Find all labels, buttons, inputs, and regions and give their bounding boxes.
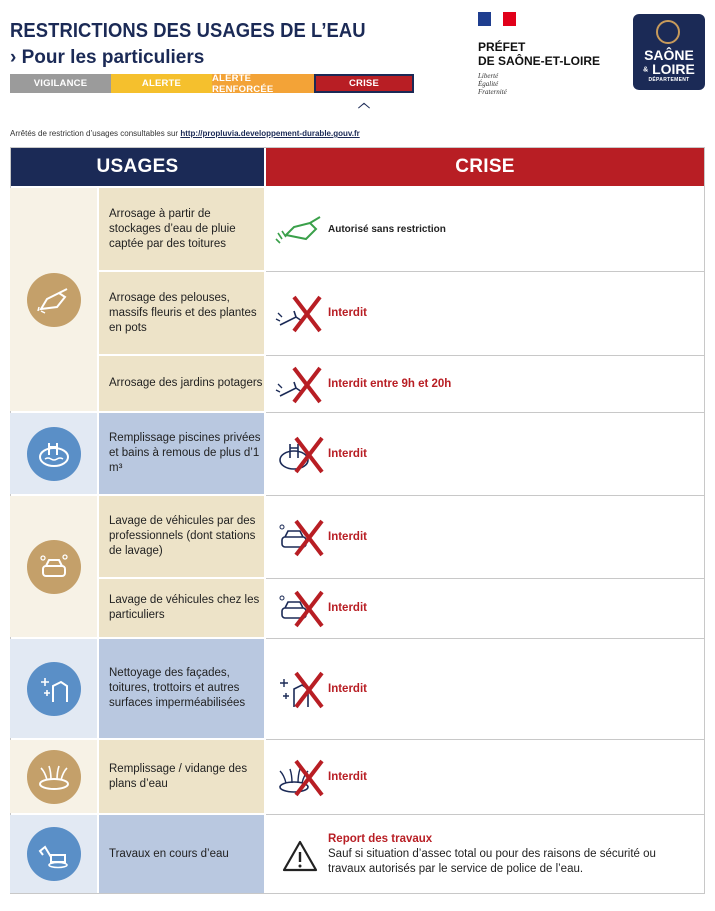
prefet-line2: DE SAÔNE-ET-LOIRE: [478, 54, 601, 68]
group-nettoyage: [10, 639, 97, 738]
source-text: Arrêtés de restriction d’usages consultables sur: [10, 129, 181, 138]
level-vigilance: VIGILANCE: [10, 74, 111, 93]
status-text: Interdit: [328, 602, 367, 614]
warning-icon: [272, 834, 328, 874]
status-cell: [266, 579, 704, 637]
row-separator: [99, 271, 264, 272]
usage-cell: Lavage de véhicules par des professionnels (dont stations de lavage): [99, 496, 264, 577]
status-text: Interdit entre 9h et 20h: [328, 377, 452, 390]
excavator-icon: [27, 827, 81, 881]
page-subtitle: › Pour les particuliers: [10, 47, 205, 68]
level-crise: CRISE: [314, 74, 414, 93]
dept-line3: DÉPARTEMENT: [648, 77, 690, 83]
sprinkler-forbidden-icon: [272, 293, 328, 333]
prefet-line1: PRÉFET: [478, 40, 526, 54]
status-text: Interdit: [328, 447, 367, 460]
car-wash-forbidden-icon: [272, 588, 328, 628]
level-alerte: ALERTE: [111, 74, 212, 93]
group-piscine: [10, 413, 97, 494]
departement-emblem-icon: [656, 20, 680, 44]
status-text: Interdit: [328, 682, 367, 695]
sprinkler-forbidden-icon: [272, 364, 328, 404]
status-cell: [266, 639, 704, 738]
departement-logo: [633, 14, 705, 90]
usage-cell: Remplissage / vidange des plans d’eau: [99, 740, 264, 813]
usage-cell: Arrosage des pelouses, massifs fleuris et des plantes en pots: [99, 272, 264, 354]
status-text: Interdit: [328, 770, 367, 783]
french-flag-icon: [478, 12, 516, 26]
row-separator: [99, 578, 264, 579]
prefet-logo: [478, 10, 623, 96]
row-separator: [266, 495, 704, 496]
group-lavage-vehicules: [10, 496, 97, 637]
group-travaux: [10, 815, 97, 893]
status-cell: [266, 740, 704, 813]
status-cell: [266, 815, 704, 893]
dept-line1: SAÔNE: [644, 47, 694, 63]
pond-forbidden-icon: [272, 757, 328, 797]
watering-can-icon: [27, 273, 81, 327]
status-detail: Sauf si situation d’assec total ou pour des raisons de sécurité ou travaux autorisés par le service de police de l’eau.: [328, 847, 656, 875]
current-level-caret-icon: ︿: [358, 96, 371, 110]
usage-cell: Travaux en cours d’eau: [99, 815, 264, 893]
group-plans-eau: [10, 740, 97, 813]
propluvia-link[interactable]: http://propluvia.developpement-durable.gouv.fr: [180, 129, 360, 138]
facade-cleaning-forbidden-icon: [272, 669, 328, 709]
motto-liberte: Liberté: [478, 72, 499, 80]
status-cell: [266, 272, 704, 354]
status-cell: [266, 413, 704, 494]
status-cell: [266, 188, 704, 270]
row-separator: [266, 412, 704, 413]
usage-cell: Arrosage des jardins potagers: [99, 356, 264, 411]
status-text: Autorisé sans restriction: [328, 223, 446, 235]
usage-cell: Remplissage piscines privées et bains à remous de plus d’1 m³: [99, 413, 264, 494]
usage-cell: Lavage de véhicules chez les particuliers: [99, 579, 264, 637]
usage-cell: Nettoyage des façades, toitures, trottoirs et autres surfaces imperméabilisées: [99, 639, 264, 738]
pool-icon: [27, 427, 81, 481]
group-arrosage: [10, 188, 97, 411]
dept-amp: &: [643, 66, 649, 74]
column-header-crise: CRISE: [266, 148, 704, 186]
status-cell: [266, 496, 704, 577]
row-separator: [266, 814, 704, 815]
alert-level-bar: [10, 74, 414, 93]
row-separator: [266, 578, 704, 579]
dept-line2: LOIRE: [652, 61, 695, 77]
status-title: Report des travaux: [328, 832, 433, 845]
status-text: [328, 832, 688, 877]
watering-can-icon: [272, 209, 328, 249]
motto-egalite: Égalité: [478, 80, 499, 88]
row-separator: [266, 739, 704, 740]
facade-cleaning-icon: [27, 662, 81, 716]
car-wash-icon: [27, 540, 81, 594]
status-cell: [266, 356, 704, 411]
motto-fraternite: Fraternité: [478, 88, 507, 96]
usage-cell: Arrosage à partir de stockages d’eau de pluie captée par des toitures: [99, 188, 264, 270]
status-text: Interdit: [328, 307, 367, 319]
row-separator: [266, 355, 704, 356]
row-separator: [266, 271, 704, 272]
column-header-usages: USAGES: [11, 148, 264, 186]
page-title: RESTRICTIONS DES USAGES DE L’EAU: [10, 20, 366, 42]
row-separator: [99, 355, 264, 356]
status-text: Interdit: [328, 530, 367, 543]
pool-forbidden-icon: [272, 434, 328, 474]
source-note: [10, 129, 360, 138]
row-separator: [266, 638, 704, 639]
car-wash-forbidden-icon: [272, 517, 328, 557]
level-alerte-renforcee: ALERTE RENFORCÉE: [212, 74, 314, 93]
pond-icon: [27, 750, 81, 804]
